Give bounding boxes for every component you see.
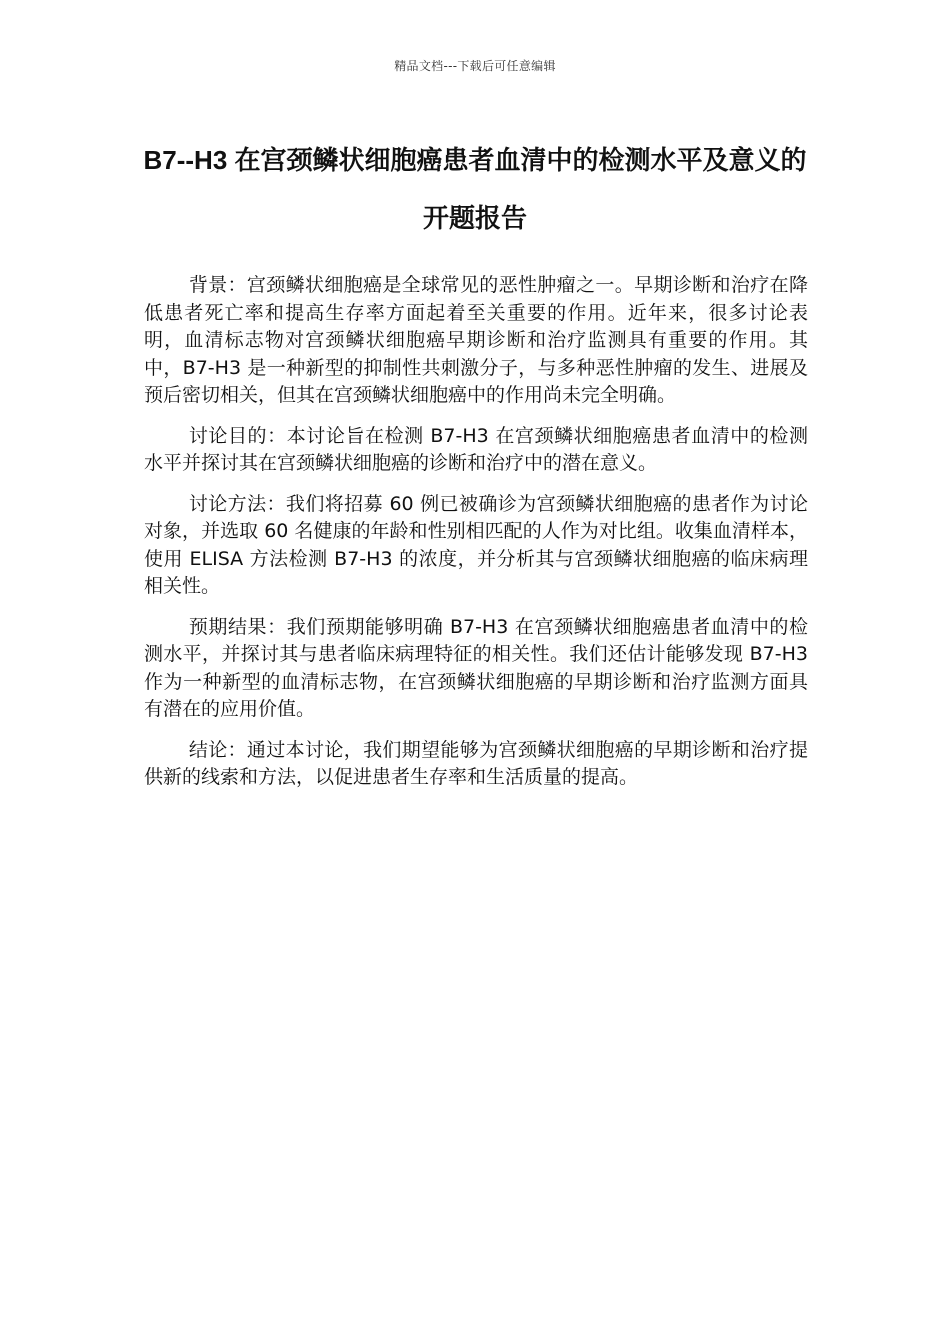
document-title: B7--H3 在宫颈鳞状细胞癌患者血清中的检测水平及意义的开题报告 — [143, 145, 807, 233]
paragraph-background: 背景：宫颈鳞状细胞癌是全球常见的恶性肿瘤之一。早期诊断和治疗在降低患者死亡率和提高生存率方面起着至关重要的作用。近年来，很多讨论表明，血清标志物对宫颈鳞状细胞癌早期诊断和治疗监测具有重要的作用。其中，B7-H3 是一种新型的抑制性共刺激分子，与多种恶性肿瘤的发生、进展及预后密切相关，但其在宫颈鳞状细胞癌中的作用尚未完全明确。 — [144, 274, 808, 406]
paragraph-expected-results: 预期结果：我们预期能够明确 B7-H3 在宫颈鳞状细胞癌患者血清中的检测水平，并探讨其与患者临床病理特征的相关性。我们还估计能够发现 B7-H3 作为一种新型的血清标志物，在宫颈鳞状细胞癌的早期诊断和治疗监测方面具有潜在的应用价值。 — [144, 615, 808, 720]
document-body — [144, 272, 808, 805]
header-note: 精品文档---下载后可任意编辑 — [394, 59, 556, 73]
paragraph-methods: 讨论方法：我们将招募 60 例已被确诊为宫颈鳞状细胞癌的患者作为讨论对象，并选取 60 名健康的年龄和性别相匹配的人作为对比组。收集血清样本，使用 ELISA 方法检测 B7-H3 的浓度，并分析其与宫颈鳞状细胞癌的临床病理相关性。 — [144, 492, 808, 597]
paragraph-conclusion: 结论：通过本讨论，我们期望能够为宫颈鳞状细胞癌的早期诊断和治疗提供新的线索和方法，以促进患者生存率和生活质量的提高。 — [144, 738, 808, 788]
paragraph-objective: 讨论目的：本讨论旨在检测 B7-H3 在宫颈鳞状细胞癌患者血清中的检测水平并探讨其在宫颈鳞状细胞癌的诊断和治疗中的潜在意义。 — [144, 424, 808, 474]
